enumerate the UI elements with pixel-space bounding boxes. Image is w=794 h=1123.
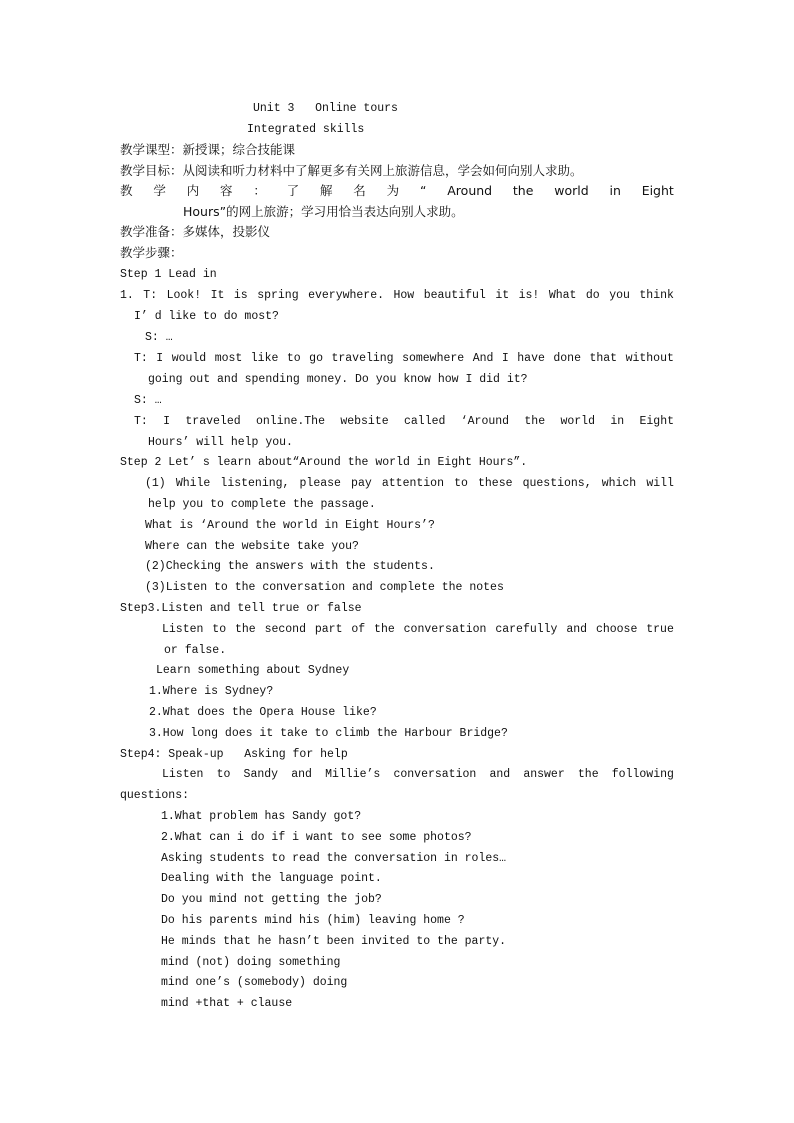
- lesson-objective: 教学目标：从阅读和听力材料中了解更多有关网上旅游信息，学会如何向别人求助。: [120, 163, 583, 178]
- step3-question: 3.How long does it take to climb the Harbour Bridge?: [149, 727, 508, 740]
- step4-language-point: Dealing with the language point.: [161, 872, 382, 885]
- word: listening,: [220, 477, 290, 490]
- step4-instruction: [162, 767, 674, 782]
- word: go: [309, 352, 323, 365]
- word: part: [314, 623, 343, 636]
- lesson-content: [120, 183, 674, 198]
- content-word: world: [554, 183, 589, 198]
- word: following: [611, 768, 674, 781]
- word: done: [553, 352, 581, 365]
- word: conversation: [393, 768, 477, 781]
- word: would: [171, 352, 207, 365]
- lesson-preparation: 教学准备：多媒体，投影仪: [120, 224, 271, 239]
- word: While: [175, 477, 211, 490]
- word: the: [524, 415, 546, 428]
- word: the: [234, 623, 256, 636]
- word: conversation: [403, 623, 487, 636]
- word: I: [163, 415, 171, 428]
- word: have: [517, 352, 545, 365]
- content-word: Around: [447, 183, 493, 198]
- word: carefully: [495, 623, 558, 636]
- content-word: “: [419, 183, 427, 198]
- step1-question-cont: I’ d like to do most?: [134, 310, 279, 323]
- student-reply: S: …: [134, 394, 162, 407]
- usage-pattern: mind one’s (somebody) doing: [161, 976, 348, 989]
- word: you: [609, 289, 630, 302]
- content-word: 为: [386, 183, 400, 198]
- word: 1.: [120, 289, 134, 302]
- word: T:: [134, 352, 148, 365]
- word: that: [589, 352, 618, 365]
- step3-question: 1.Where is Sydney?: [149, 685, 274, 698]
- word: ‘Around: [460, 415, 510, 428]
- step3-question: 2.What does the Opera House like?: [149, 706, 377, 719]
- step4-roles: Asking students to read the conversation in roles…: [161, 852, 507, 865]
- word: choose: [595, 623, 638, 636]
- word: the: [577, 768, 599, 781]
- word: everywhere.: [308, 289, 385, 302]
- step2-question: What is ‘Around the world in Eight Hours’?: [145, 519, 435, 532]
- word: (1): [145, 477, 166, 490]
- word: the: [374, 623, 395, 636]
- word: Listen: [162, 623, 204, 636]
- example-sentence: Do you mind not getting the job?: [161, 893, 382, 906]
- content-word: Eight: [641, 183, 674, 198]
- example-sentence: He minds that he hasn’t been invited to the party.: [161, 935, 507, 948]
- word: Listen: [162, 768, 204, 781]
- word: most: [214, 352, 243, 365]
- word: traveling: [331, 352, 394, 365]
- word: do: [585, 289, 600, 302]
- word: and: [291, 768, 312, 781]
- word: I: [156, 352, 164, 365]
- word: answer: [523, 768, 565, 781]
- step3-instruction-cont: or false.: [164, 644, 227, 657]
- word: spring: [257, 289, 299, 302]
- word: T:: [143, 289, 158, 302]
- content-word: 了: [286, 183, 300, 198]
- word: And: [472, 352, 494, 365]
- step2-heading: Step 2 Let’ s learn about“Around the world in Eight Hours”.: [120, 456, 528, 469]
- step2-question: Where can the website take you?: [145, 540, 359, 553]
- word: I: [501, 352, 509, 365]
- word: Millie’s: [325, 768, 381, 781]
- step3-heading: Step3.Listen and tell true or false: [120, 602, 362, 615]
- word: pay: [351, 477, 372, 490]
- step3-learn: Learn something about Sydney: [156, 664, 350, 677]
- word: to: [216, 768, 231, 781]
- content-word: 容: [219, 183, 233, 198]
- usage-pattern: mind +that + clause: [161, 997, 293, 1010]
- step4-instruction-cont: questions:: [120, 789, 190, 802]
- word: It: [210, 289, 225, 302]
- content-word: 解: [319, 183, 333, 198]
- content-word: ：: [253, 183, 266, 198]
- word: somewhere: [402, 352, 465, 365]
- unit-subtitle: Integrated skills: [247, 123, 365, 136]
- step1-question: [120, 288, 674, 303]
- content-word: the: [512, 183, 534, 198]
- example-sentence: Do his parents mind his (him) leaving home ?: [161, 914, 465, 927]
- step4-question: 2.What can i do if i want to see some photos?: [161, 831, 472, 844]
- teacher-line-cont: Hours’ will help you.: [148, 436, 293, 449]
- step2-item-3: (3)Listen to the conversation and complete the notes: [145, 581, 504, 594]
- word: to: [454, 477, 468, 490]
- word: to: [212, 623, 227, 636]
- word: without: [625, 352, 674, 365]
- step1-heading: Step 1 Lead in: [120, 268, 217, 281]
- content-word: 内: [186, 183, 200, 198]
- step2-item-2: (2)Checking the answers with the students.: [145, 560, 435, 573]
- word: beautiful: [423, 289, 486, 302]
- word: is!: [518, 289, 540, 302]
- word: What: [548, 289, 577, 302]
- word: in: [610, 415, 625, 428]
- word: attention: [381, 477, 444, 490]
- content-word: 学: [153, 183, 166, 198]
- word: will: [646, 477, 674, 490]
- teacher-line: [134, 414, 674, 429]
- word: to: [286, 352, 301, 365]
- lesson-type: 教学课型：新授课；综合技能课: [120, 142, 296, 157]
- word: online.The: [255, 415, 325, 428]
- step2-item-1-cont: help you to complete the passage.: [148, 498, 376, 511]
- word: Look!: [166, 289, 202, 302]
- teacher-line: [134, 351, 674, 366]
- word: please: [299, 477, 341, 490]
- steps-label: 教学步骤：: [120, 245, 183, 260]
- content-word: in: [609, 183, 621, 198]
- student-reply: S: …: [145, 331, 173, 344]
- word: second: [264, 623, 306, 636]
- word: which: [601, 477, 637, 490]
- word: world: [560, 415, 595, 428]
- word: these: [477, 477, 513, 490]
- step4-question: 1.What problem has Sandy got?: [161, 810, 362, 823]
- word: How: [393, 289, 415, 302]
- step3-instruction: [162, 622, 674, 637]
- content-word: 教: [120, 183, 133, 198]
- word: website: [340, 415, 389, 428]
- word: it: [495, 289, 510, 302]
- content-word: 名: [353, 183, 366, 198]
- word: like: [250, 352, 279, 365]
- lesson-content-continued: Hours”的网上旅游；学习用恰当表达向别人求助。: [183, 204, 464, 219]
- step4-heading: Step4: Speak-up Asking for help: [120, 748, 348, 761]
- word: called: [403, 415, 446, 428]
- word: think: [639, 289, 674, 302]
- word: is: [233, 289, 248, 302]
- step2-item-1: [145, 476, 674, 491]
- word: Eight: [639, 415, 674, 428]
- word: true: [646, 623, 674, 636]
- teacher-line-cont: going out and spending money. Do you know how I did it?: [148, 373, 528, 386]
- unit-title: Unit 3 Online tours: [253, 102, 398, 115]
- word: and: [489, 768, 511, 781]
- usage-pattern: mind (not) doing something: [161, 956, 341, 969]
- word: questions,: [522, 477, 592, 490]
- word: Sandy: [243, 768, 279, 781]
- word: T:: [134, 415, 148, 428]
- word: traveled: [185, 415, 241, 428]
- word: and: [566, 623, 588, 636]
- word: of: [351, 623, 366, 636]
